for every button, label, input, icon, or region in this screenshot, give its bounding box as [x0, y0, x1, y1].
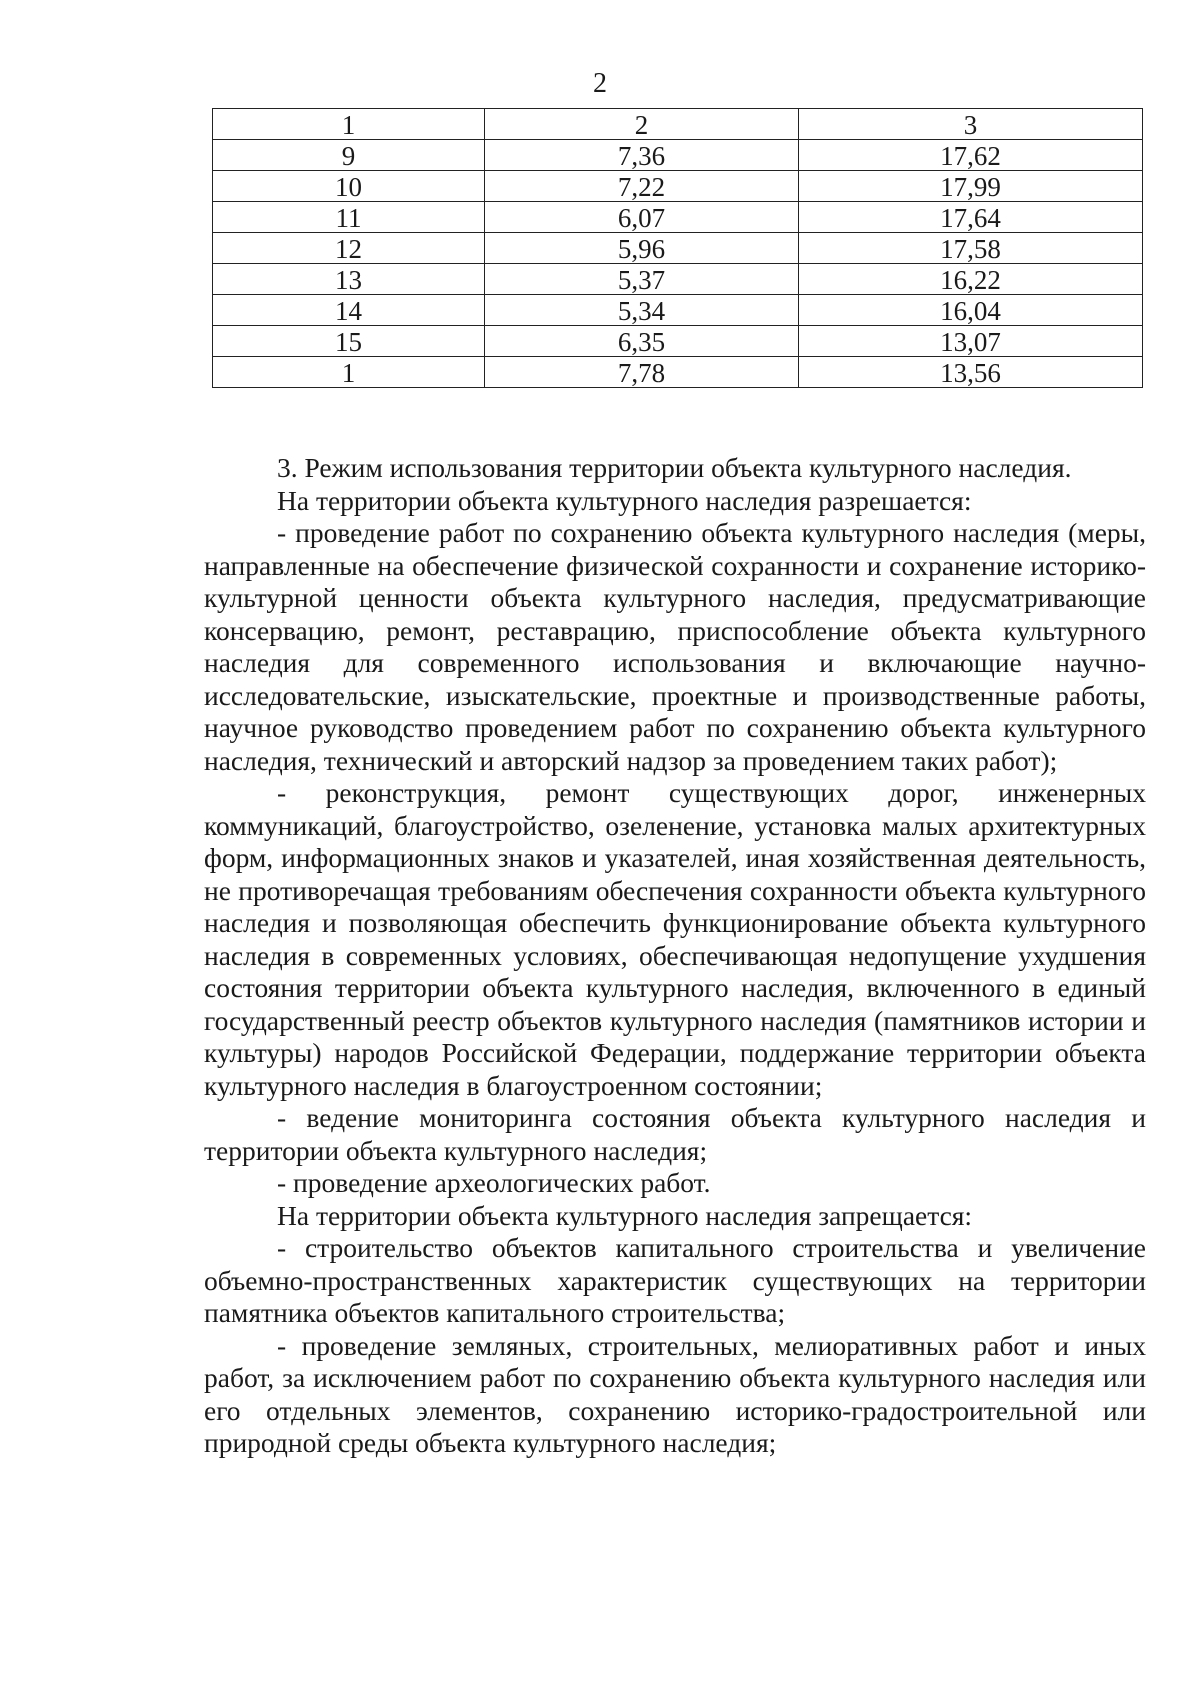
point-number-cell: 12	[213, 233, 485, 264]
x-value-cell: 5,37	[485, 264, 799, 295]
y-value-cell: 17,62	[799, 140, 1143, 171]
y-value-cell: 17,99	[799, 171, 1143, 202]
y-value-cell: 16,04	[799, 295, 1143, 326]
y-value-cell: 13,56	[799, 357, 1143, 388]
prohibited-item: - проведение земляных, строительных, мелиоративных работ и иных работ, за исключением работ по сохранению объекта культурного наследия или его отдельных элементов, сохранению историко-градостроительной или природной среды объекта культурного наследия;	[204, 1329, 1146, 1458]
permitted-item: - проведение работ по сохранению объекта культурного наследия (меры, направленные на обеспечение физической сохранности и сохранение историко-культурной ценности объекта культурного наследия, предусматривающие консервацию, ремонт, реставрацию, приспособление объекта культурного наследия для современного использования и включающие научно-исследовательские, изыскательские, проектные и производственные работы, научное руководство проведением работ по сохранению объекта культурного наследия, технический и авторский надзор за проведением таких работ);	[204, 517, 1146, 776]
table-row	[213, 140, 1143, 171]
prohibited-item: - строительство объектов капитального строительства и увеличение объемно-пространственных характеристик существующих на территории памятника объектов капитального строительства;	[204, 1232, 1146, 1328]
table-row	[213, 326, 1143, 357]
point-number-cell: 10	[213, 171, 485, 202]
table-row	[213, 357, 1143, 388]
document-body	[204, 452, 1146, 1460]
permitted-item: - проведение археологических работ.	[277, 1167, 711, 1198]
table-row	[213, 264, 1143, 295]
x-value-cell: 6,07	[485, 202, 799, 233]
table-header-cell: 1	[213, 109, 485, 140]
table-row	[213, 233, 1143, 264]
coordinates-table	[212, 108, 1143, 388]
y-value-cell: 17,64	[799, 202, 1143, 233]
prohibited-intro: На территории объекта культурного наследия запрещается:	[277, 1199, 973, 1231]
y-value-cell: 16,22	[799, 264, 1143, 295]
table-header-cell: 3	[799, 109, 1143, 140]
x-value-cell: 6,35	[485, 326, 799, 357]
section-heading: 3. Режим использования территории объекта культурного наследия.	[277, 452, 1072, 483]
y-value-cell: 17,58	[799, 233, 1143, 264]
point-number-cell: 1	[213, 357, 485, 388]
point-number-cell: 9	[213, 140, 485, 171]
point-number-cell: 11	[213, 202, 485, 233]
table-row	[213, 202, 1143, 233]
table-row	[213, 295, 1143, 326]
y-value-cell: 13,07	[799, 326, 1143, 357]
x-value-cell: 7,78	[485, 357, 799, 388]
table-row	[213, 171, 1143, 202]
x-value-cell: 7,22	[485, 171, 799, 202]
table-header-row	[213, 109, 1143, 140]
x-value-cell: 5,96	[485, 233, 799, 264]
permitted-intro: На территории объекта культурного наследия разрешается:	[277, 484, 972, 516]
point-number-cell: 15	[213, 326, 485, 357]
point-number-cell: 14	[213, 295, 485, 326]
x-value-cell: 5,34	[485, 295, 799, 326]
permitted-item: - реконструкция, ремонт существующих дорог, инженерных коммуникаций, благоустройство, озеленение, установка малых архитектурных форм, информационных знаков и указателей, иная хозяйственная деятельность, не противоречащая требованиям обеспечения сохранности объекта культурного наследия и позволяющая обеспечить функционирование объекта культурного наследия в современных условиях, обеспечивающая недопущение ухудшения состояния территории объекта культурного наследия, включенного в единый государственный реестр объектов культурного наследия (памятников истории и культуры) народов Российской Федерации, поддержание территории объекта культурного наследия в благоустроенном состоянии;	[204, 777, 1146, 1101]
page-number: 2	[593, 68, 607, 99]
table-header-cell: 2	[485, 109, 799, 140]
x-value-cell: 7,36	[485, 140, 799, 171]
point-number-cell: 13	[213, 264, 485, 295]
permitted-item: - ведение мониторинга состояния объекта культурного наследия и территории объекта культурного наследия;	[204, 1102, 1146, 1166]
